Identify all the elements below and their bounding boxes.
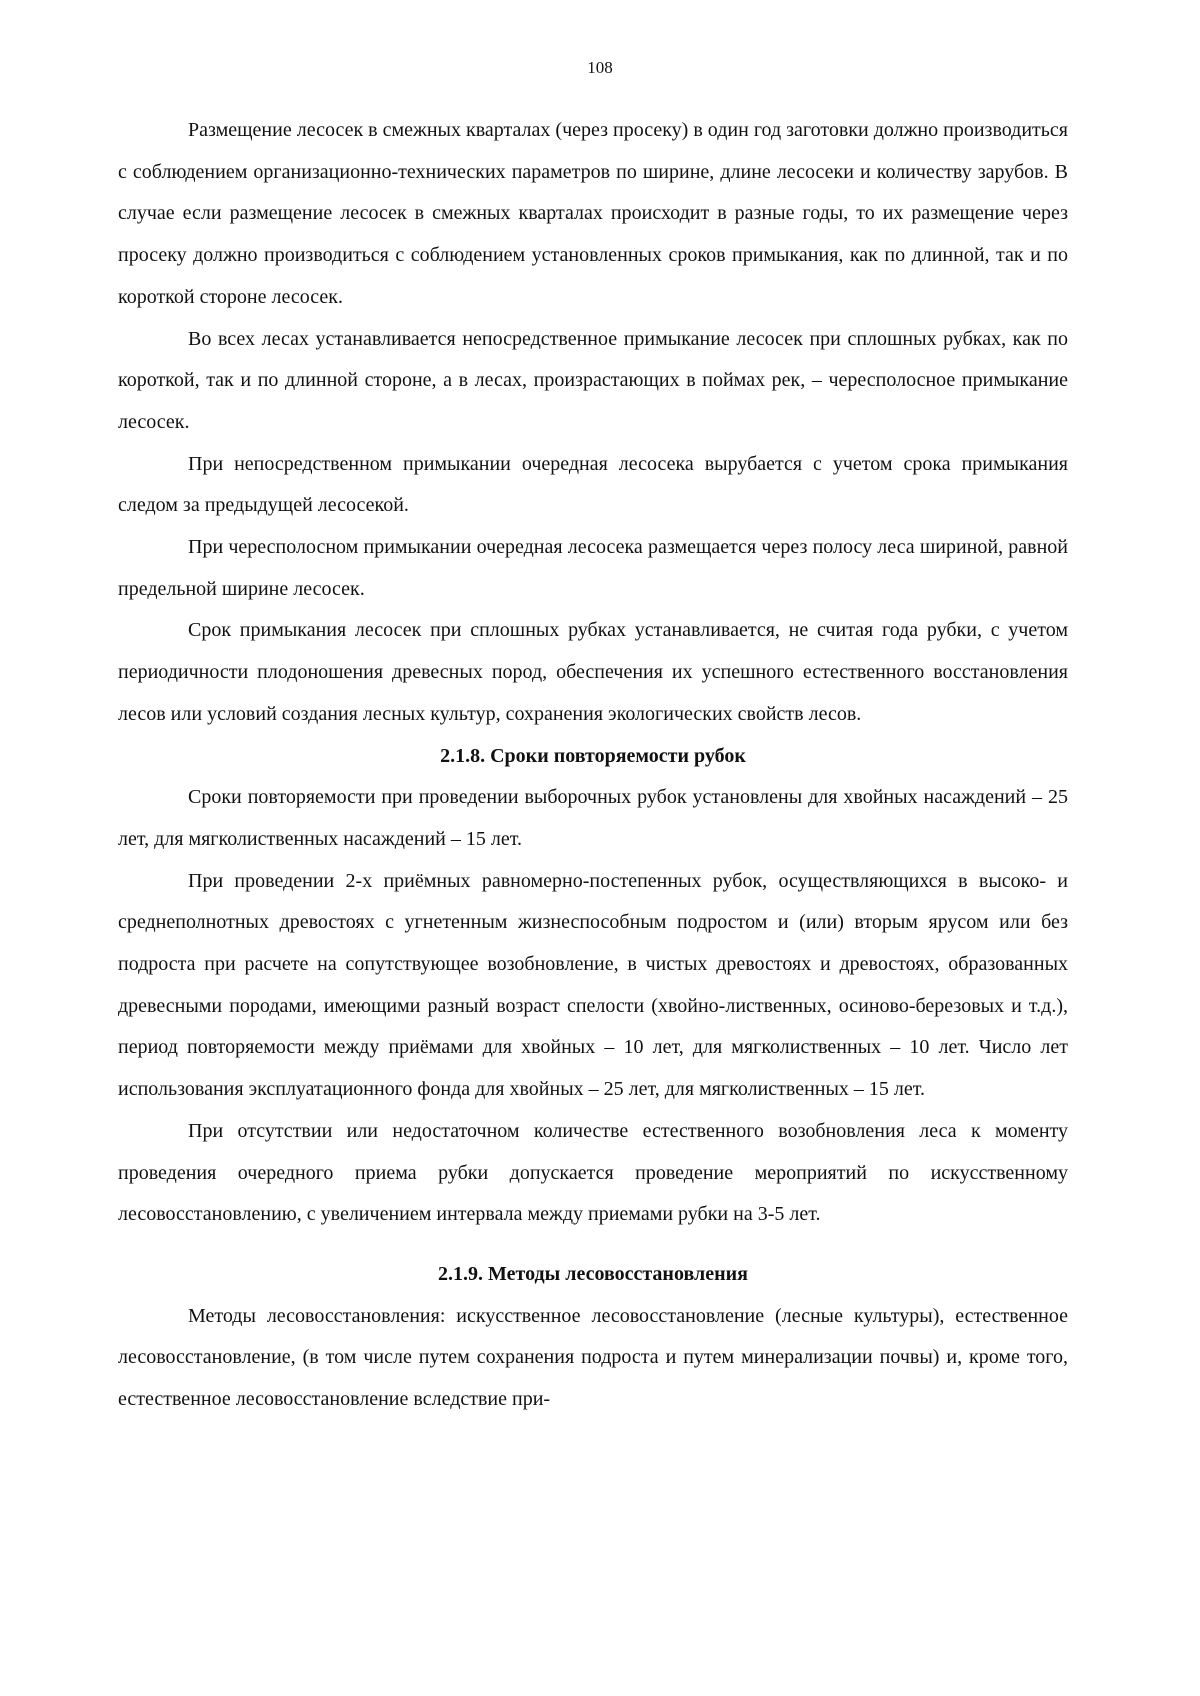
- paragraph-adjacency-period: Срок примыкания лесосек при сплошных рубках устанавливается, не считая года рубки, с учетом периодичности плодоношения древесных пород, обеспечения их успешного естественного восстановления лесов или условий создания лесных культур, сохранения экологических свойств лесов.: [118, 619, 1068, 725]
- paragraph-repeat-periods: Сроки повторяемости при проведении выборочных рубок установлены для хвойных насаждений – 25 лет, для мягколиственных насаждений – 15 лет.: [118, 786, 1068, 850]
- paragraph-two-stage-cuttings: При проведении 2-х приёмных равномерно-постепенных рубок, осуществляющихся в высоко- и среднеполнотных древостоях с угнетенным жизнеспособным подростом и (или) вторым ярусом или без подроста при расчете на сопутствующее возобновление, в чистых древостоях и древостоях, образованных древесными породами, имеющими разный возраст спелости (хвойно-лиственных, осиново-березовых и т.д.), период повторяемости между приёмами для хвойных – 10 лет, для мягколиственных – 10 лет. Число лет использования эксплуатационного фонда для хвойных – 25 лет, для мягколиственных – 15 лет.: [118, 869, 1068, 1101]
- section-heading-2-1-9: 2.1.9. Методы лесовосстановления: [438, 1262, 748, 1285]
- section-heading-2-1-8: 2.1.8. Сроки повторяемости рубок: [440, 744, 746, 767]
- page-content: [118, 110, 1068, 1421]
- page-number: 108: [587, 58, 613, 77]
- paragraph-placement-adjacent-quarters: Размещение лесосек в смежных кварталах (через просеку) в один год заготовки должно производиться с соблюдением организационно-технических параметров по ширине, длине лесосеки и количеству зарубов. В случае если размещение лесосек в смежных кварталах происходит в разные годы, то их размещение через просеку должно производиться с соблюдением установленных сроков примыкания, как по длинной, так и по короткой стороне лесосек.: [118, 119, 1068, 308]
- paragraph-regeneration-methods: Методы лесовосстановления: искусственное лесовосстановление (лесные культуры), естественное лесовосстановление, (в том числе путем сохранения подроста и путем минерализации почвы) и, кроме того, естественное лесовосстановление вследствие при-: [118, 1304, 1068, 1411]
- paragraph-strip-adjacency: При чересполосном примыкании очередная лесосека размещается через полосу леса шириной, равной предельной ширине лесосек.: [118, 536, 1068, 600]
- paragraph-direct-adjacency-order: При непосредственном примыкании очередная лесосека вырубается с учетом срока примыкания следом за предыдущей лесосекой.: [118, 452, 1068, 517]
- paragraph-artificial-regeneration-interval: При отсутствии или недостаточном количестве естественного возобновления леса к моменту проведения очередного приема рубки допускается проведение мероприятий по искусственному лесовосстановлению, с увеличением интервала между приемами рубки на 3-5 лет.: [118, 1119, 1068, 1226]
- paragraph-direct-adjacency: Во всех лесах устанавливается непосредственное примыкание лесосек при сплошных рубках, как по короткой, так и по длинной стороне, а в лесах, произрастающих в поймах рек, – чересполосное примыкание лесосек.: [118, 327, 1068, 433]
